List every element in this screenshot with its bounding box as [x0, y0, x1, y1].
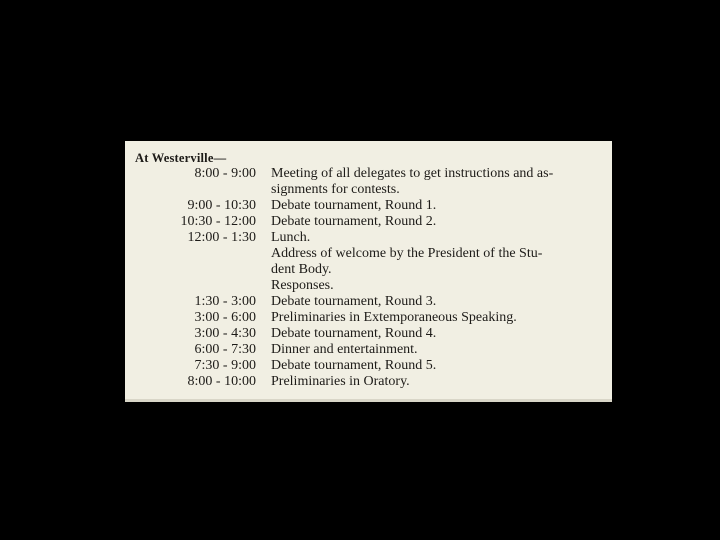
row-event: Debate tournament, Round 3. — [271, 294, 437, 309]
row-event: Debate tournament, Round 5. — [271, 358, 437, 373]
schedule-heading: At Westerville— — [135, 151, 227, 165]
row-time: 12:00 - 1:30 — [187, 230, 256, 245]
row-event: Meeting of all delegates to get instructions and as- — [271, 166, 554, 181]
row-time: 3:00 - 4:30 — [194, 326, 256, 341]
row-time: 7:30 - 9:00 — [194, 358, 256, 373]
row-event: Debate tournament, Round 1. — [271, 198, 437, 213]
schedule-row — [125, 374, 612, 390]
schedule-row — [125, 182, 612, 198]
schedule-row — [125, 198, 612, 214]
row-event: Responses. — [271, 278, 334, 293]
row-event: Preliminaries in Oratory. — [271, 374, 410, 389]
schedule-row — [125, 230, 612, 246]
row-time: 10:30 - 12:00 — [180, 214, 256, 229]
schedule-row — [125, 166, 612, 182]
schedule-row — [125, 310, 612, 326]
schedule-row — [125, 246, 612, 262]
row-event: Debate tournament, Round 4. — [271, 326, 437, 341]
row-event: signments for contests. — [271, 182, 400, 197]
row-event: Address of welcome by the President of the Stu- — [271, 246, 543, 261]
row-time: 8:00 - 10:00 — [187, 374, 256, 389]
row-time: 3:00 - 6:00 — [194, 310, 256, 325]
schedule-page — [125, 141, 612, 402]
row-time: 8:00 - 9:00 — [194, 166, 256, 181]
row-event: Lunch. — [271, 230, 311, 245]
row-event: Dinner and entertainment. — [271, 342, 418, 357]
schedule-row — [125, 358, 612, 374]
schedule-row — [125, 214, 612, 230]
row-event: Debate tournament, Round 2. — [271, 214, 437, 229]
schedule-row — [125, 326, 612, 342]
row-time: 9:00 - 10:30 — [187, 198, 256, 213]
row-time: 6:00 - 7:30 — [194, 342, 256, 357]
row-event: dent Body. — [271, 262, 332, 277]
row-event: Preliminaries in Extemporaneous Speaking. — [271, 310, 517, 325]
schedule-row — [125, 278, 612, 294]
schedule-row — [125, 342, 612, 358]
row-time: 1:30 - 3:00 — [194, 294, 256, 309]
schedule-row — [125, 262, 612, 278]
schedule-row — [125, 294, 612, 310]
